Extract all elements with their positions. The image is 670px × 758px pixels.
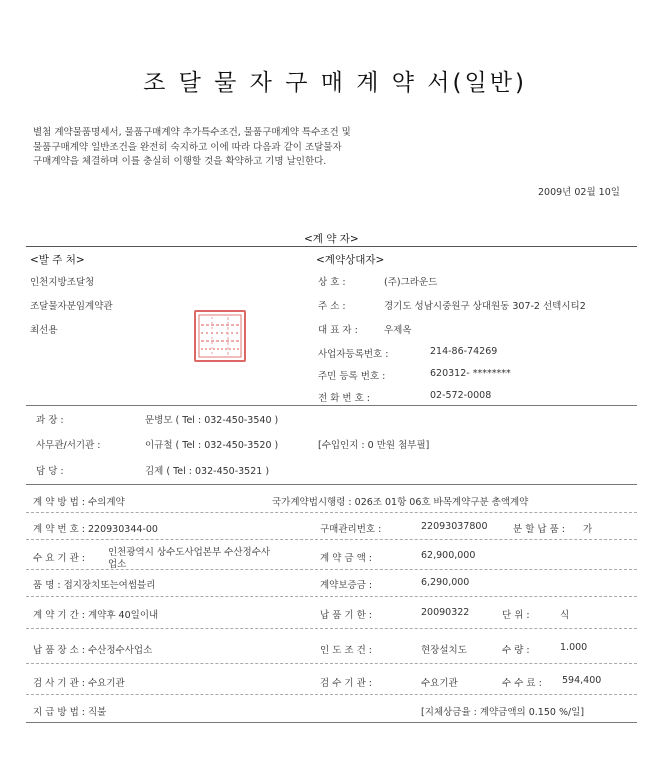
- chief-label: 과 장 :: [36, 415, 64, 426]
- phone-label: 전 화 번 호 :: [318, 393, 370, 404]
- row-divider: [26, 596, 637, 597]
- intro-line-1: 별첨 계약물품명세서, 물품구매계약 추가특수조건, 물품구매계약 특수조건 및: [33, 127, 351, 138]
- ceo-value: 우제옥: [384, 325, 412, 336]
- row-divider: [26, 628, 637, 629]
- unit-value: 식: [560, 610, 570, 621]
- split-delivery-label: 분 할 납 품 :: [513, 524, 565, 535]
- divider-top: [26, 246, 637, 247]
- resno-value: 620312- ********: [430, 368, 511, 379]
- unit-label: 단 위 :: [502, 610, 530, 621]
- revenue-stamp: [수입인지 : 0 만원 첨부필]: [318, 440, 430, 451]
- divider-bottom: [26, 722, 637, 723]
- quantity-label: 수 량 :: [502, 645, 530, 656]
- row-divider: [26, 512, 637, 513]
- officer-label: 사무관/서기관 :: [36, 440, 101, 451]
- bizno-label: 사업자등록번호 :: [318, 349, 389, 360]
- row-divider: [26, 663, 637, 664]
- divider-staff: [26, 405, 637, 406]
- row-divider: [26, 694, 637, 695]
- demand-org-line-2: 업소: [108, 559, 127, 570]
- due-date-value: 20090322: [421, 607, 470, 618]
- divider-details: [26, 484, 637, 485]
- fee-label: 수 수 료 :: [502, 678, 542, 689]
- intro-line-3: 구매계약을 체결하며 이를 충실히 이행할 것을 확약하고 기명 날인한다.: [33, 156, 327, 167]
- contract-date: 2009년 02월 10일: [538, 187, 620, 198]
- address-value: 경기도 성남시중원구 상대원동 307-2 선텍시티2: [384, 301, 586, 312]
- split-delivery-value: 가: [583, 524, 593, 535]
- receiving-org-value: 수요기관: [421, 678, 458, 689]
- company-label: 상 호 :: [318, 277, 346, 288]
- intro-paragraph: [33, 126, 473, 170]
- delay-penalty-rate: [지체상금율 : 계약금액의 0.150 %/일]: [421, 707, 585, 718]
- official-seal: [194, 310, 246, 362]
- manager-value: 김제 ( Tel : 032-450-3521 ): [145, 466, 270, 477]
- orderer-name: 최선용: [30, 325, 58, 336]
- phone-value: 02-572-0008: [430, 390, 492, 401]
- manager-label: 담 당 :: [36, 466, 64, 477]
- row-divider: [26, 569, 637, 570]
- purchase-number-value: 22093037800: [421, 521, 488, 532]
- orderer-org: 인천지방조달청: [30, 277, 95, 288]
- payment-method: 지 급 방 법 : 직불: [33, 707, 107, 718]
- delivery-place: 납 품 장 소 : 수산정수사업소: [33, 645, 153, 656]
- contract-method: 계 약 방 법 : 수의계약: [33, 497, 125, 508]
- fee-value: 594,400: [562, 675, 602, 686]
- amount-label: 계 약 금 액 :: [320, 553, 372, 564]
- document-title: 조 달 물 자 구 매 계 약 서(일반): [143, 70, 527, 96]
- deposit-value: 6,290,000: [421, 577, 470, 588]
- contract-period: 계 약 기 간 : 계약후 40일이내: [33, 610, 159, 621]
- bizno-value: 214-86-74269: [430, 346, 498, 357]
- demand-org-label: 수 요 기 관 :: [33, 553, 85, 564]
- purchase-number-label: 구매관리번호 :: [320, 524, 382, 535]
- counterparty-heading: <계약상대자>: [316, 254, 385, 266]
- deposit-label: 계약보증금 :: [320, 580, 373, 591]
- officer-value: 이규철 ( Tel : 032-450-3520 ): [145, 440, 279, 451]
- due-date-label: 납 품 기 한 :: [320, 610, 372, 621]
- address-label: 주 소 :: [318, 301, 346, 312]
- resno-label: 주민 등록 번호 :: [318, 371, 386, 382]
- contract-law: 국가계약법시행령 : 026조 01항 06호 바목계약구분 총액계약: [272, 497, 529, 508]
- quantity-value: 1.000: [560, 642, 588, 653]
- row-divider: [26, 539, 637, 540]
- demand-org-line-1: 인천광역시 상수도사업본부 수산정수사: [108, 547, 271, 558]
- inspection-org: 검 사 기 관 : 수요기관: [33, 678, 125, 689]
- contract-number: 계 약 번 호 : 220930344-00: [33, 524, 158, 535]
- orderer-heading: <발 주 처>: [30, 254, 85, 266]
- delivery-terms-value: 현장설치도: [421, 645, 467, 656]
- ceo-label: 대 표 자 :: [318, 325, 358, 336]
- chief-value: 문병모 ( Tel : 032-450-3540 ): [145, 415, 279, 426]
- company-value: (주)그라운드: [384, 277, 438, 288]
- intro-line-2: 물품구매계약 일반조건을 완전히 숙지하고 이에 따라 다음과 같이 조달물자: [33, 141, 342, 153]
- item-name: 품 명 : 접지장치또는여썸블리: [33, 580, 156, 591]
- contract-party-heading: <계 약 자>: [304, 233, 359, 245]
- orderer-dept: 조달물자분임계약관: [30, 301, 113, 312]
- receiving-org-label: 검 수 기 관 :: [320, 678, 372, 689]
- amount-value: 62,900,000: [421, 550, 476, 561]
- delivery-terms-label: 인 도 조 건 :: [320, 645, 372, 656]
